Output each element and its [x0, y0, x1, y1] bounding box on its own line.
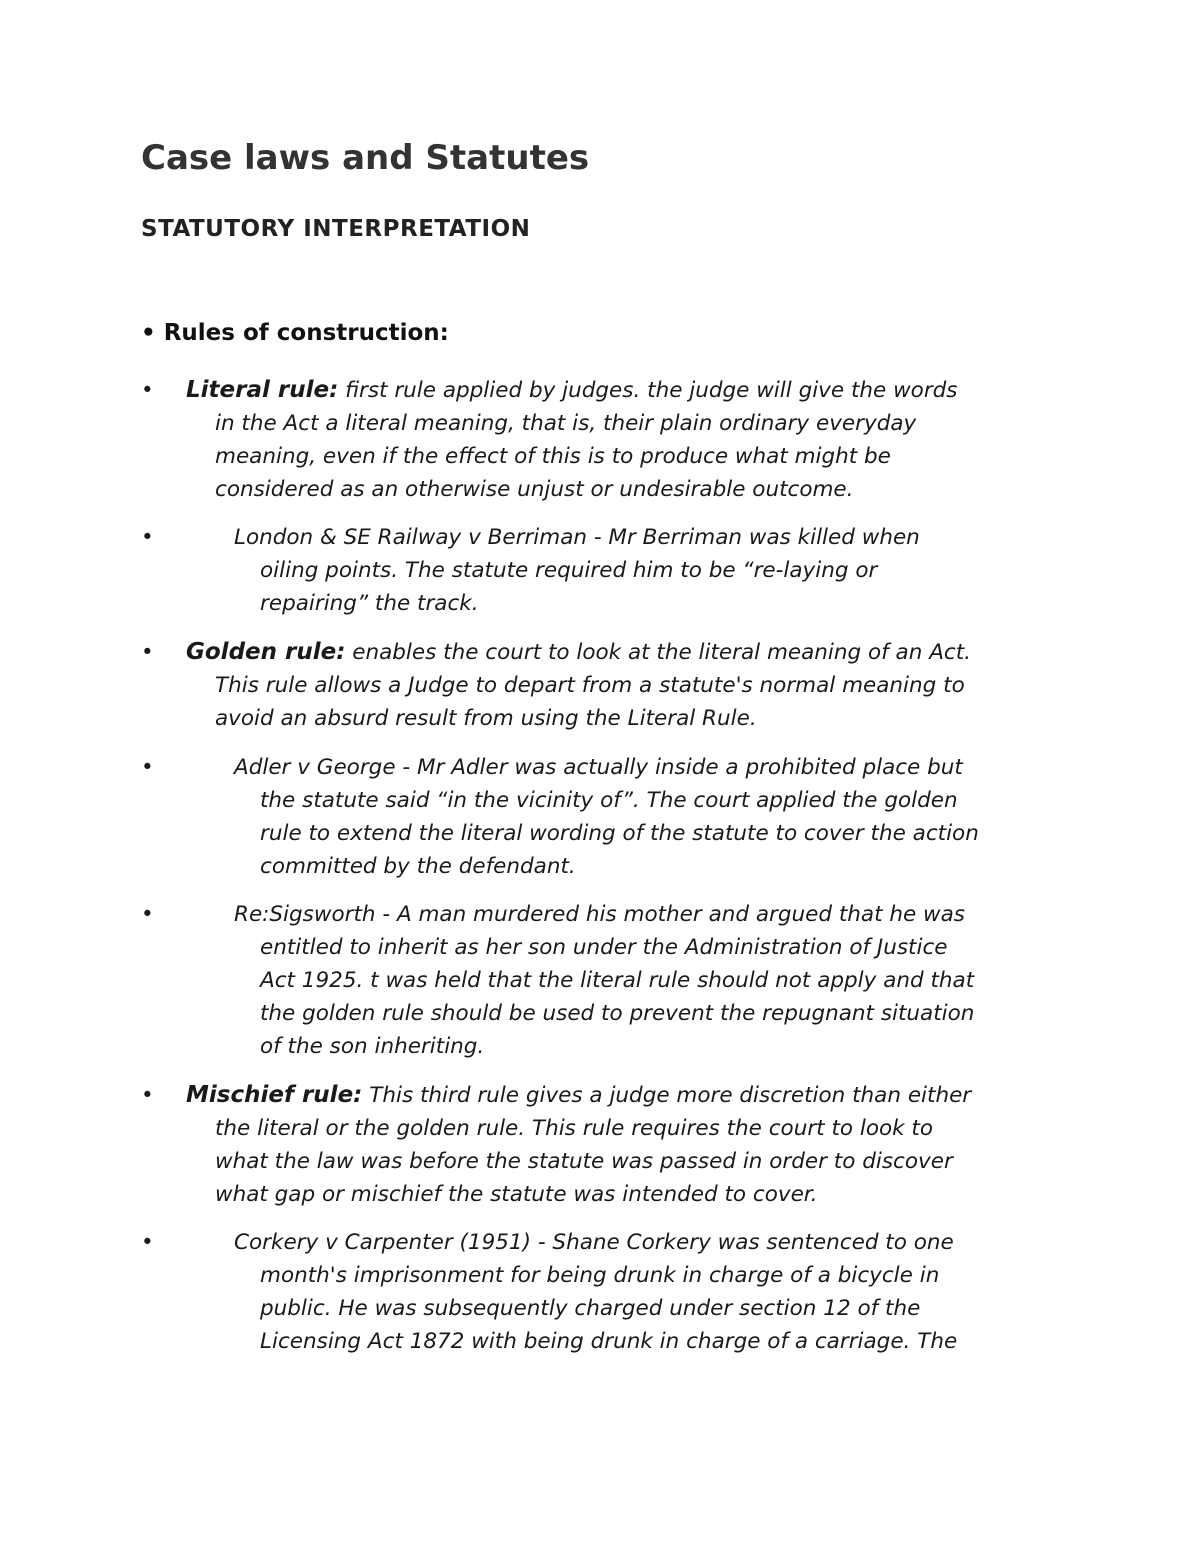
list-item-line: what gap or mischief the statute was intended to cover.	[215, 1182, 818, 1207]
rule-term: Mischief rule:	[186, 1082, 363, 1108]
list-item-line: public. He was subsequently charged under section 12 of the	[260, 1296, 921, 1321]
bullet: •	[141, 902, 154, 927]
rule-term: Golden rule:	[186, 639, 346, 665]
list-item-line: repairing” the track.	[260, 591, 479, 616]
list-item-line: month's imprisonment for being drunk in charge of a bicycle in	[260, 1263, 940, 1288]
list-item-line: Act 1925. t was held that the literal rule should not apply and that	[260, 968, 975, 993]
list-item-line: Re:Sigsworth - A man murdered his mother and argued that he was	[234, 902, 966, 927]
bullet: •	[141, 525, 154, 550]
list-item-line: Literal rule: first rule applied by judges. the judge will give the words	[186, 377, 958, 403]
list-item-line: Mischief rule: This third rule gives a judge more discretion than either	[186, 1082, 972, 1108]
list-item-line: Licensing Act 1872 with being drunk in charge of a carriage. The	[260, 1329, 958, 1354]
bullet: •	[141, 755, 154, 780]
list-item-line: meaning, even if the effect of this is to produce what might be	[215, 444, 891, 469]
list-item-line: rule to extend the literal wording of the statute to cover the action	[260, 821, 979, 846]
list-item-line: oiling points. The statute required him to be “re-laying or	[260, 558, 878, 583]
section-heading-text: Rules of construction:	[163, 320, 449, 346]
rule-term: Literal rule:	[186, 377, 339, 403]
list-item-line: the statute said “in the vicinity of”. The court applied the golden	[260, 788, 958, 813]
list-item-line: entitled to inherit as her son under the Administration of Justice	[260, 935, 948, 960]
list-item-line: in the Act a literal meaning, that is, their plain ordinary everyday	[215, 411, 917, 436]
list-item-line: London & SE Railway v Berriman - Mr Berriman was killed when	[234, 525, 920, 550]
list-item-line: Adler v George - Mr Adler was actually inside a prohibited place but	[234, 755, 963, 780]
list-item-line: of the son inheriting.	[260, 1034, 485, 1059]
bullet: •	[141, 1083, 154, 1108]
bullet: •	[141, 640, 154, 665]
section-bullet: •	[141, 320, 156, 346]
list-item-line: Corkery v Carpenter (1951) - Shane Corkery was sentenced to one	[234, 1230, 954, 1255]
list-item-line: committed by the defendant.	[260, 854, 576, 879]
list-item-line: the golden rule should be used to prevent the repugnant situation	[260, 1001, 975, 1026]
bullet: •	[141, 1230, 154, 1255]
list-item-line: Golden rule: enables the court to look at the literal meaning of an Act.	[186, 639, 971, 665]
document-subtitle: STATUTORY INTERPRETATION	[141, 216, 531, 242]
list-item-line: the literal or the golden rule. This rule requires the court to look to	[215, 1116, 934, 1141]
list-item-line: avoid an absurd result from using the Literal Rule.	[215, 706, 757, 731]
document-title: Case laws and Statutes	[141, 138, 590, 178]
list-item-line: considered as an otherwise unjust or undesirable outcome.	[215, 477, 854, 502]
bullet: •	[141, 378, 154, 403]
section-heading	[141, 320, 449, 346]
list-item-line: This rule allows a Judge to depart from a statute's normal meaning to	[215, 673, 965, 698]
list-item-line: what the law was before the statute was passed in order to discover	[215, 1149, 953, 1174]
